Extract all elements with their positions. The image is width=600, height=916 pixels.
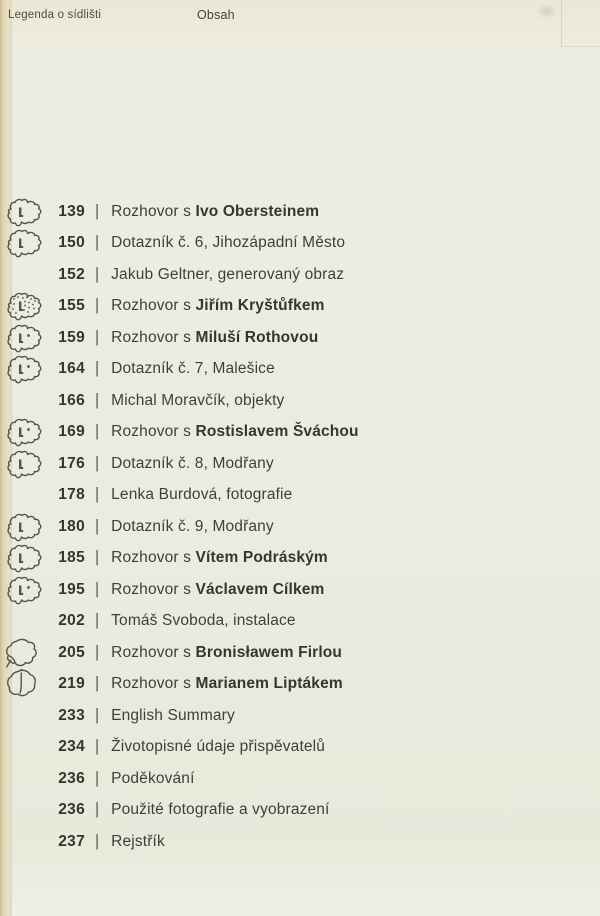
running-header-section-title: Obsah [197,8,235,22]
city-outline-map-alt1-icon [0,637,46,669]
page-number: 237 [58,832,85,850]
entry-name-bold: Marianem Liptákem [195,675,343,693]
scan-artifact-line [561,46,600,47]
page-number: 152 [58,265,85,283]
separator-bar: | [95,233,100,252]
toc-row [0,795,600,827]
toc-row [0,637,600,669]
entry-text [111,329,318,347]
page-number: 178 [58,486,85,504]
entry-name-bold: Václavem Cílkem [195,580,325,598]
entry-text [111,455,274,473]
entry-text [111,266,344,284]
page-number: 236 [58,801,85,819]
entry-prefix: English Summary [111,706,235,724]
toc-row [0,700,600,732]
page-number: 139 [58,202,85,220]
entry-prefix: Rozhovor s [111,580,196,598]
page-number: 164 [58,360,85,378]
toc-row [0,480,600,512]
toc-row [0,574,600,606]
entry-name-bold: Vítem Podráským [195,549,328,567]
entry-text [111,203,319,221]
entry-text [111,549,328,567]
page-number: 150 [58,234,85,252]
page-number: 234 [58,738,85,756]
entry-text [111,486,292,504]
page-number: 219 [58,675,85,693]
entry-prefix: Rozhovor s [111,675,196,693]
entry-name-bold: Ivo Obersteinem [195,202,320,220]
running-header [0,0,600,30]
toc-row [0,322,600,354]
entry-text [111,392,284,410]
entry-text [111,234,345,252]
entry-prefix: Rozhovor s [111,643,196,661]
toc-row [0,543,600,575]
entry-prefix: Jakub Geltner, generovaný obraz [111,265,345,283]
toc-row [0,826,600,858]
entry-text [111,801,329,819]
separator-bar: | [95,202,100,221]
entry-prefix: Rozhovor s [111,423,196,441]
separator-bar: | [95,643,100,662]
entry-text [111,423,358,441]
toc-row [0,228,600,260]
separator-bar: | [95,737,100,756]
separator-bar: | [95,548,100,567]
prague-district-map-icon [0,511,46,543]
entry-prefix: Lenka Burdová, fotografie [111,486,293,504]
toc-row [0,511,600,543]
page-number: 159 [58,328,85,346]
page-number: 205 [58,643,85,661]
page-number: 202 [58,612,85,630]
separator-bar: | [95,359,100,378]
entry-text [111,518,274,536]
separator-bar: | [95,800,100,819]
entry-prefix: Poděkování [111,769,195,787]
entry-prefix: Tomáš Svoboda, instalace [111,612,296,630]
separator-bar: | [95,454,100,473]
page-number: 166 [58,391,85,409]
entry-text [111,833,165,851]
page-number: 236 [58,769,85,787]
entry-text [111,707,235,725]
toc-row [0,448,600,480]
separator-bar: | [95,265,100,284]
toc-row [0,606,600,638]
separator-bar: | [95,769,100,788]
prague-district-map-dot-icon [0,353,46,385]
entry-prefix: Rejstřík [111,832,165,850]
entry-text [111,581,324,599]
running-header-book-title: Legenda o sídlišti [8,9,102,21]
entry-text [111,738,325,756]
separator-bar: | [95,391,100,410]
entry-text [111,297,324,315]
separator-bar: | [95,832,100,851]
separator-bar: | [95,706,100,725]
entry-prefix: Rozhovor s [111,549,196,567]
entry-name-bold: Bronisławem Firlou [195,643,343,661]
entry-prefix: Rozhovor s [111,328,196,346]
entry-prefix: Životopisné údaje přispěvatelů [111,738,326,756]
entry-prefix: Použité fotografie a vyobrazení [111,801,330,819]
separator-bar: | [95,296,100,315]
page-number: 180 [58,517,85,535]
page-number: 195 [58,580,85,598]
separator-bar: | [95,485,100,504]
prague-district-map-icon [0,196,46,228]
prague-district-map-dot-icon [0,416,46,448]
toc-row [0,291,600,323]
toc-row [0,196,600,228]
page-number: 185 [58,549,85,567]
table-of-contents [0,196,600,858]
prague-district-map-stippled-icon [0,290,46,322]
toc-row [0,354,600,386]
page-number: 176 [58,454,85,472]
prague-district-map-icon [0,542,46,574]
entry-prefix: Dotazník č. 8, Modřany [111,454,274,472]
toc-row [0,669,600,701]
entry-prefix: Dotazník č. 6, Jihozápadní Město [111,234,346,252]
separator-bar: | [95,517,100,536]
prague-district-map-icon [0,448,46,480]
entry-text [111,770,194,788]
entry-text [111,675,343,693]
entry-name-bold: Rostislavem Šváchou [195,423,359,441]
prague-district-map-icon [0,227,46,259]
toc-row [0,732,600,764]
city-outline-map-alt2-icon [0,668,46,700]
separator-bar: | [95,422,100,441]
toc-row [0,417,600,449]
prague-district-map-dot-icon [0,322,46,354]
toc-row [0,259,600,291]
entry-name-bold: Miluší Rothovou [195,328,319,346]
entry-text [111,360,275,378]
separator-bar: | [95,674,100,693]
entry-prefix: Dotazník č. 9, Modřany [111,517,274,535]
toc-row [0,385,600,417]
separator-bar: | [95,611,100,630]
toc-row [0,763,600,795]
separator-bar: | [95,328,100,347]
page-number: 233 [58,706,85,724]
prague-district-map-dot-icon [0,574,46,606]
entry-name-bold: Jiřím Kryštůfkem [195,297,325,315]
entry-text [111,644,342,662]
entry-prefix: Rozhovor s [111,202,196,220]
entry-prefix: Dotazník č. 7, Malešice [111,360,275,378]
entry-prefix: Michal Moravčík, objekty [111,391,285,409]
page-number: 169 [58,423,85,441]
entry-text [111,612,296,630]
entry-prefix: Rozhovor s [111,297,196,315]
page-number: 155 [58,297,85,315]
separator-bar: | [95,580,100,599]
